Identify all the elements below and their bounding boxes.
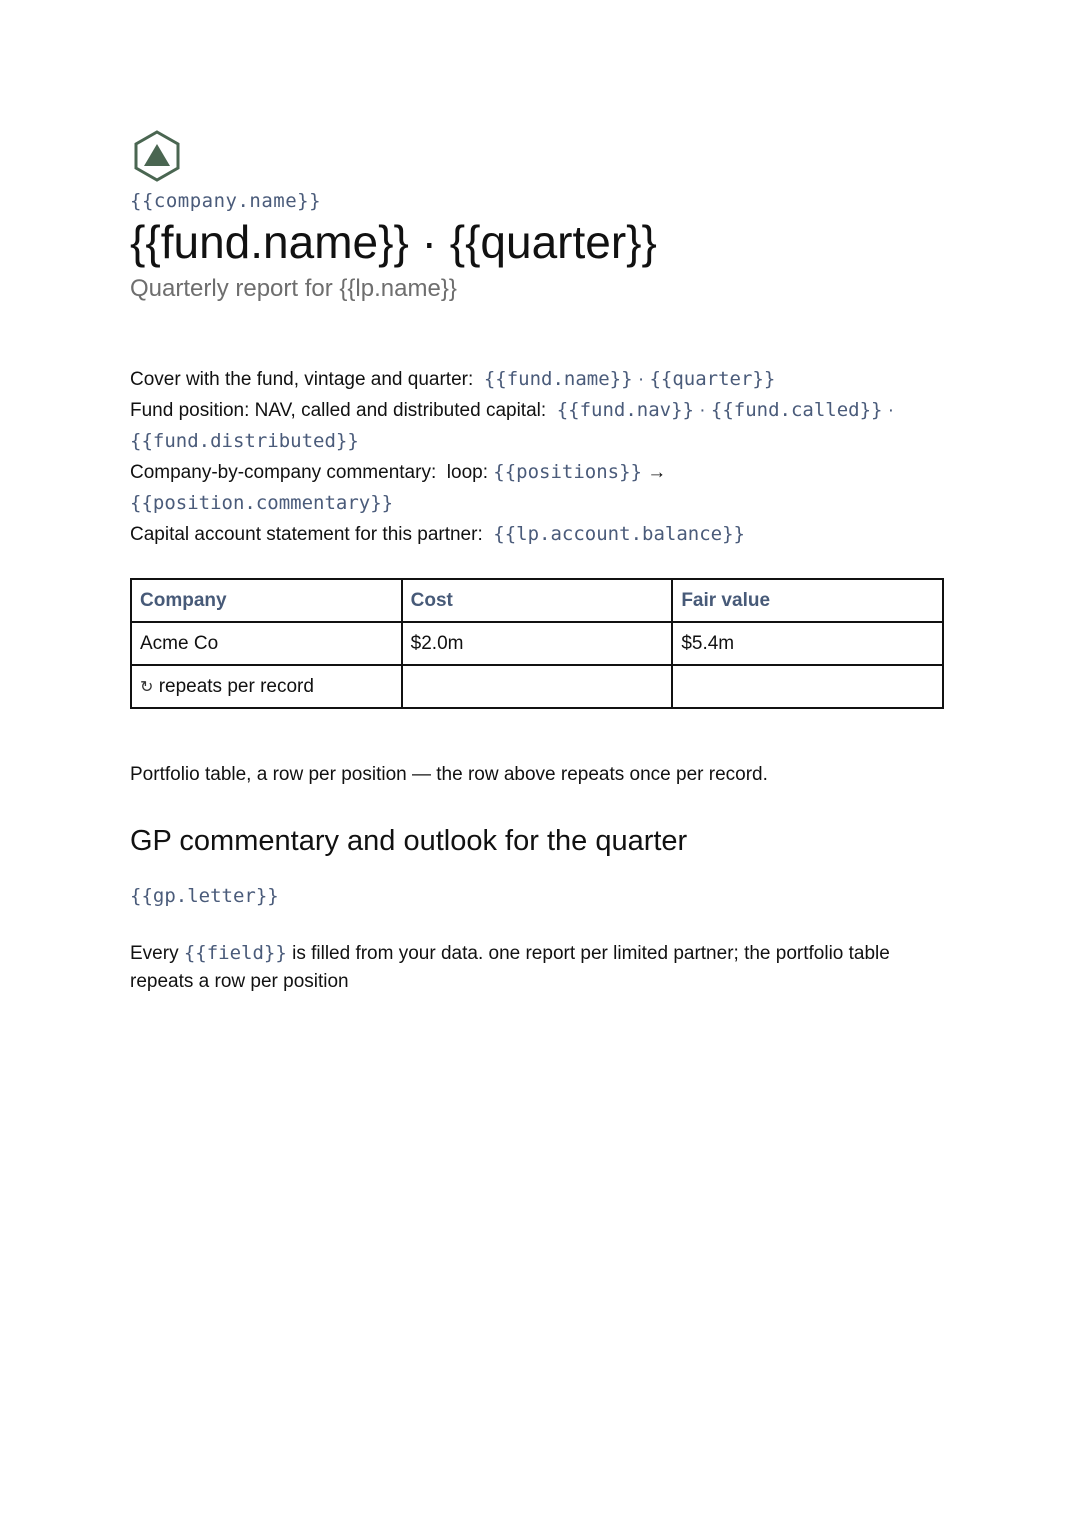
empty-cell (402, 665, 673, 708)
commentary-line (130, 457, 944, 519)
repeat-cell (131, 665, 402, 708)
cover-label: Cover with the fund, vintage and quarter: (130, 369, 474, 390)
footer-prefix: Every (130, 943, 179, 965)
separator: · (887, 400, 895, 421)
cell-company: Acme Co (131, 622, 402, 665)
commentary-positions-field: {{positions}} (493, 461, 642, 483)
gp-letter-field: {{gp.letter}} (130, 885, 279, 908)
page-title: {{fund.name}} · {{quarter}} (130, 216, 657, 268)
table-note: Portfolio table, a row per position — the row above repeats once per record. (130, 764, 768, 785)
commentary-field: {{position.commentary}} (130, 492, 394, 514)
capital-label: Capital account statement for this partner: (130, 524, 483, 545)
position-distributed-field: {{fund.distributed}} (130, 430, 359, 452)
field-list (130, 364, 944, 550)
cover-line (130, 364, 944, 395)
position-called-field: {{fund.called}} (710, 399, 883, 421)
hexagon-triangle-icon (132, 130, 182, 182)
cover-fund-field: {{fund.name}} (483, 368, 633, 390)
loop-icon: ↻ (140, 678, 154, 696)
portfolio-table (130, 578, 944, 709)
position-label: Fund position: NAV, called and distributed capital: (130, 400, 547, 421)
capital-field: {{lp.account.balance}} (493, 523, 745, 545)
footer-note (130, 939, 944, 996)
position-line (130, 395, 944, 457)
cell-fair-value: $5.4m (672, 622, 943, 665)
company-name-field: {{company.name}} (130, 190, 322, 212)
empty-cell (672, 665, 943, 708)
page-subtitle: Quarterly report for {{lp.name}} (130, 275, 457, 302)
separator: · (699, 400, 706, 421)
repeat-row (131, 665, 943, 708)
table-row (131, 622, 943, 665)
arrow-icon: → (647, 462, 667, 483)
cover-quarter-field: {{quarter}} (649, 368, 776, 390)
cell-cost: $2.0m (402, 622, 673, 665)
footer-field: {{field}} (183, 942, 287, 965)
footer-suffix: is filled from your data. one report per limited partner; the portfolio table repeats a row per position (130, 943, 890, 993)
commentary-label: Company-by-company commentary: (130, 462, 437, 483)
column-header-company: Company (131, 579, 402, 622)
capital-line (130, 519, 944, 550)
commentary-loop-label: loop: (446, 462, 488, 483)
section-heading: GP commentary and outlook for the quarter (130, 825, 688, 857)
column-header-fair-value: Fair value (672, 579, 943, 622)
position-nav-field: {{fund.nav}} (556, 399, 694, 421)
repeat-label: repeats per record (158, 675, 314, 697)
separator: · (637, 369, 645, 390)
document-page (130, 130, 944, 996)
column-header-cost: Cost (402, 579, 673, 622)
table-header-row (131, 579, 943, 622)
